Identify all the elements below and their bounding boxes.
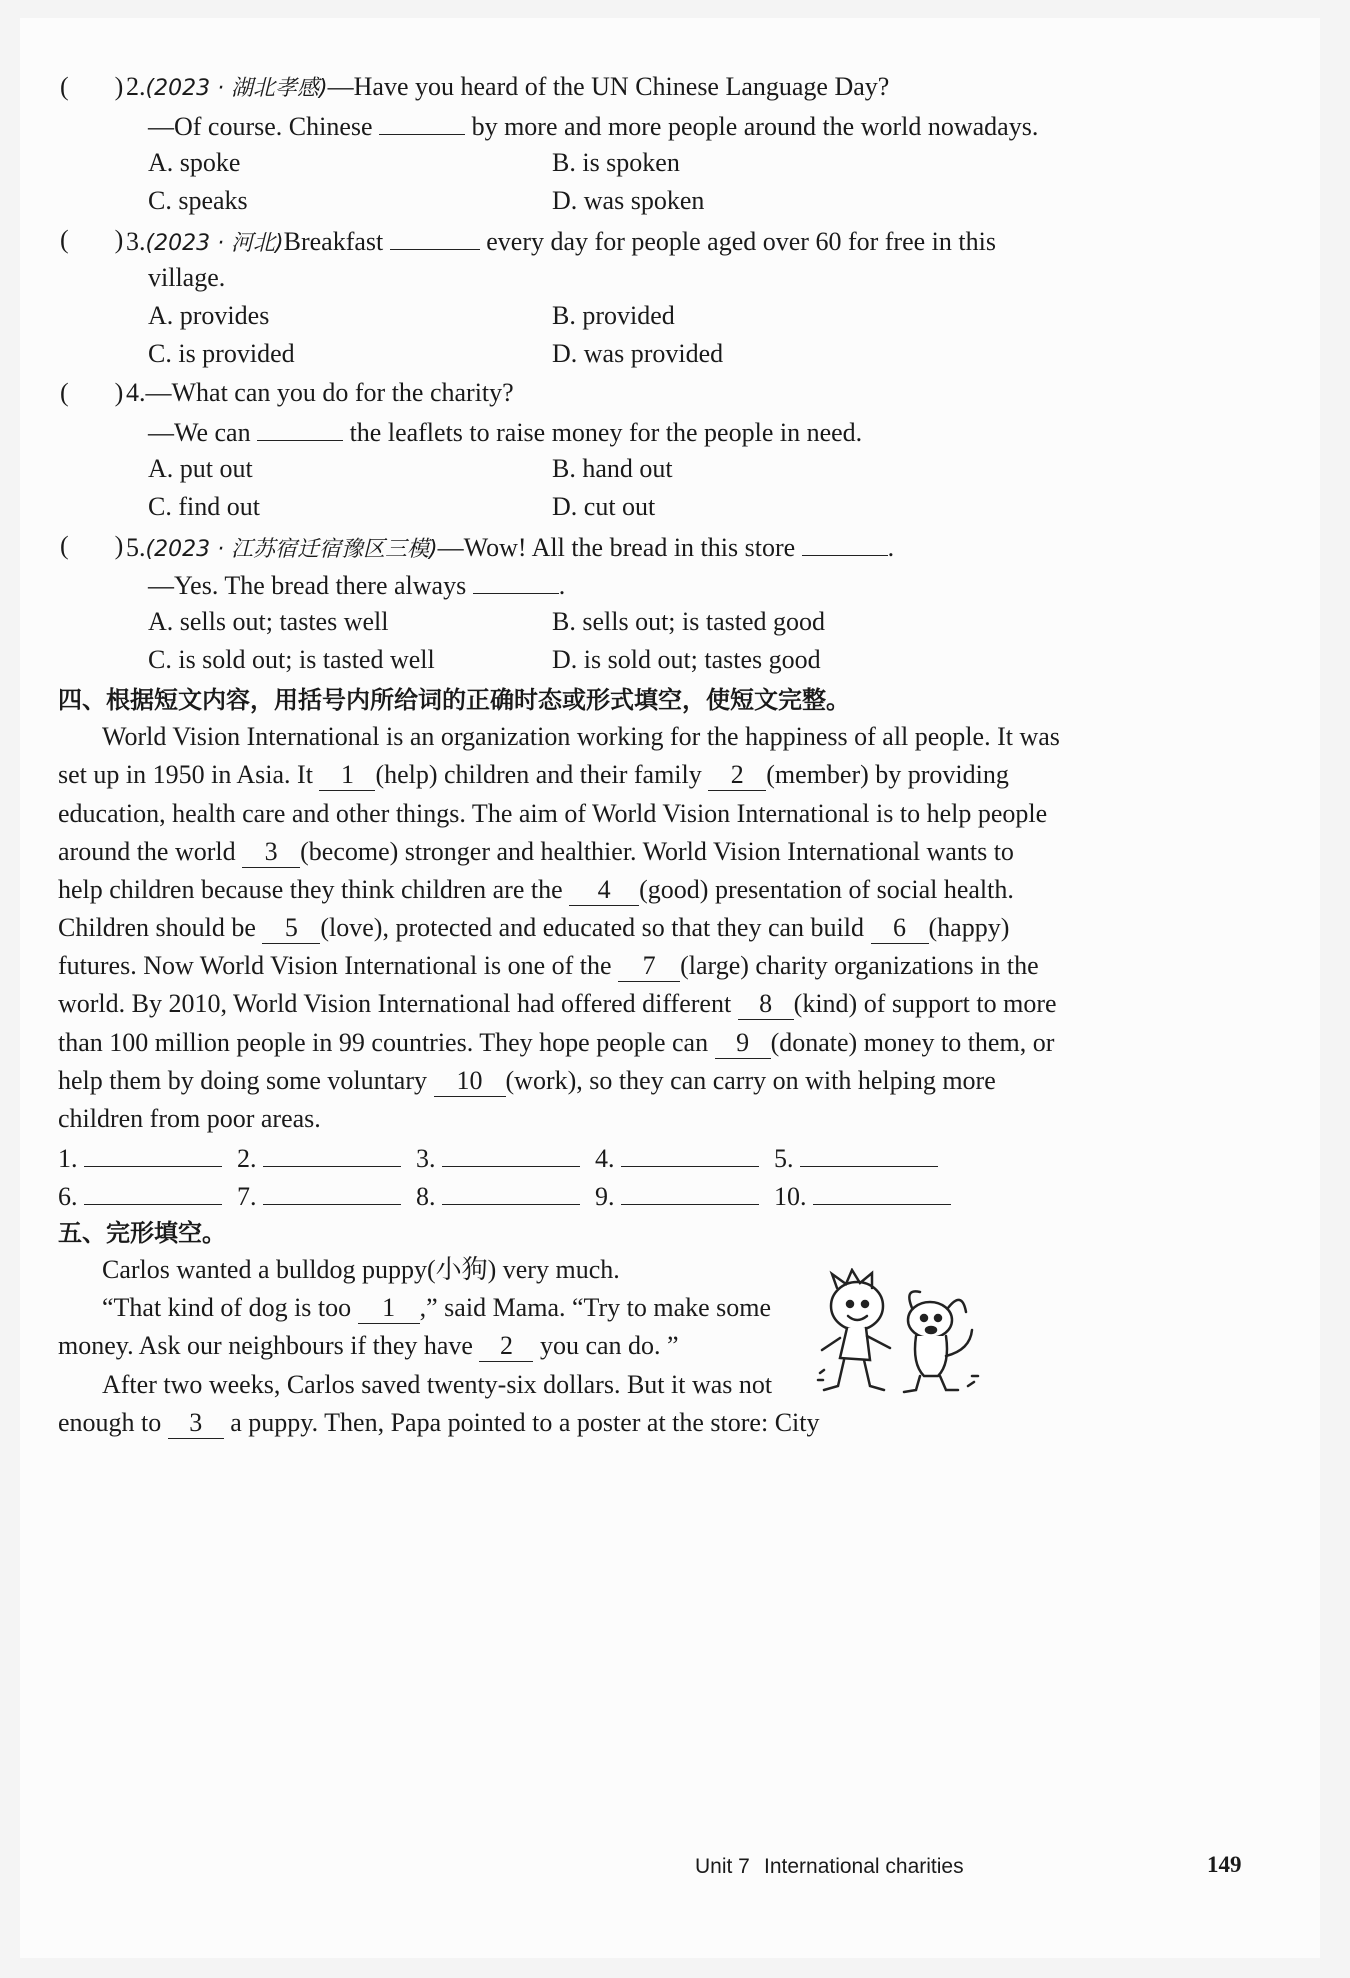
question-line: village. (148, 263, 226, 292)
question-line: —We can the leaflets to raise money for the people in need. (148, 414, 862, 450)
fill-blank[interactable] (802, 529, 888, 556)
passage-line: Carlos wanted a bulldog puppy(小狗) very much. (102, 1255, 620, 1284)
fill-blank[interactable] (379, 108, 465, 135)
passage-line: After two weeks, Carlos saved twenty-six dollars. But it was not (102, 1370, 773, 1399)
page-number: 149 (1207, 1852, 1242, 1877)
option-b[interactable]: B. sells out; is tasted good (552, 607, 825, 636)
option-a[interactable]: A. put out (148, 454, 253, 483)
passage-line: help them by doing some voluntary 10 (work), so they can carry on with helping more (58, 1066, 996, 1095)
fill-blank[interactable] (390, 223, 480, 250)
answer-slot-10[interactable]: 10. (774, 1178, 951, 1214)
fill-blank-7[interactable]: 7 (618, 951, 680, 982)
answer-bracket[interactable]: ( ) (60, 225, 124, 254)
fill-blank-1[interactable]: 1 (319, 760, 375, 791)
option-b[interactable]: B. hand out (552, 454, 673, 483)
passage-line: set up in 1950 in Asia. It 1 (help) children and their family 2 (member) by providing (58, 760, 1009, 789)
answer-slot-3[interactable]: 3. (416, 1140, 580, 1176)
fill-blank-8[interactable]: 8 (738, 989, 794, 1020)
passage-line: education, health care and other things. The aim of World Vision International is to help people (58, 799, 1048, 828)
option-d[interactable]: D. was spoken (552, 186, 705, 215)
fill-blank[interactable] (257, 414, 343, 441)
cloze-blank-3[interactable]: 3 (168, 1408, 224, 1439)
option-c[interactable]: C. find out (148, 492, 260, 521)
option-d[interactable]: D. cut out (552, 492, 656, 521)
passage-line: futures. Now World Vision International is one of the 7 (large) charity organizations in the (58, 951, 1039, 980)
passage-line: world. By 2010, World Vision International had offered different 8 (kind) of support to more (58, 989, 1057, 1018)
answer-bracket[interactable]: ( ) (60, 378, 124, 407)
passage-line: than 100 million people in 99 countries. They hope people can 9 (donate) money to them, or (58, 1028, 1055, 1057)
answer-slot-2[interactable]: 2. (237, 1140, 401, 1176)
fill-blank-3[interactable]: 3 (242, 837, 300, 868)
question-stem: 4.—What can you do for the charity? (126, 378, 514, 407)
footer-title: International charities (764, 1855, 964, 1878)
fill-blank-9[interactable]: 9 (715, 1028, 771, 1059)
option-c[interactable]: C. is provided (148, 339, 295, 368)
answer-slot-4[interactable]: 4. (595, 1140, 759, 1176)
option-b[interactable]: B. is spoken (552, 148, 680, 177)
fill-blank-6[interactable]: 6 (871, 913, 929, 944)
option-b[interactable]: B. provided (552, 301, 675, 330)
answer-slot-9[interactable]: 9. (595, 1178, 759, 1214)
fill-blank-2[interactable]: 2 (708, 760, 766, 791)
boy-and-puppy-illustration (812, 1268, 982, 1403)
option-a[interactable]: A. spoke (148, 148, 241, 177)
passage-line: help children because they think children are the 4 (good) presentation of social health. (58, 875, 1014, 904)
option-a[interactable]: A. provides (148, 301, 270, 330)
passage-line: enough to 3 a puppy. Then, Papa pointed to a poster at the store: City (58, 1408, 820, 1437)
answer-bracket[interactable]: ( ) (60, 72, 124, 101)
question-line: —Of course. Chinese by more and more people around the world nowadays. (148, 108, 1038, 144)
answer-slot-6[interactable]: 6. (58, 1178, 222, 1214)
passage-line: Children should be 5 (love), protected and educated so that they can build 6 (happy) (58, 913, 1010, 942)
question-line: —Yes. The bread there always . (148, 567, 565, 603)
option-d[interactable]: D. was provided (552, 339, 724, 368)
question-stem: 5.(2023 · 江苏宿迁宿豫区三模)—Wow! All the bread in this store . (126, 529, 894, 567)
fill-blank-5[interactable]: 5 (262, 913, 320, 944)
fill-blank[interactable] (473, 567, 559, 594)
option-d[interactable]: D. is sold out; tastes good (552, 645, 821, 674)
option-c[interactable]: C. speaks (148, 186, 248, 215)
answer-slot-5[interactable]: 5. (774, 1140, 938, 1176)
answer-bracket[interactable]: ( ) (60, 531, 124, 560)
section-heading: 四、根据短文内容，用括号内所给词的正确时态或形式填空，使短文完整。 (58, 686, 850, 714)
footer-unit: Unit 7 (695, 1855, 750, 1878)
cloze-blank-1[interactable]: 1 (358, 1293, 420, 1324)
answer-slot-1[interactable]: 1. (58, 1140, 222, 1176)
fill-blank-4[interactable]: 4 (569, 875, 639, 906)
passage-line: children from poor areas. (58, 1104, 321, 1133)
option-c[interactable]: C. is sold out; is tasted well (148, 645, 435, 674)
option-a[interactable]: A. sells out; tastes well (148, 607, 389, 636)
passage-line: World Vision International is an organization working for the happiness of all people. It was (102, 722, 1060, 751)
cloze-blank-2[interactable]: 2 (479, 1331, 533, 1362)
question-stem: 3.(2023 · 河北)Breakfast every day for people aged over 60 for free in this (126, 223, 996, 261)
passage-line: “That kind of dog is too 1 ,” said Mama. “Try to make some (102, 1293, 772, 1322)
passage-line: around the world 3 (become) stronger and healthier. World Vision International wants to (58, 837, 1014, 866)
answer-slot-7[interactable]: 7. (237, 1178, 401, 1214)
passage-line: money. Ask our neighbours if they have 2 you can do. ” (58, 1331, 679, 1360)
question-stem: 2.(2023 · 湖北孝感)—Have you heard of the UN Chinese Language Day? (126, 72, 890, 101)
section-heading: 五、完形填空。 (58, 1219, 226, 1247)
answer-slot-8[interactable]: 8. (416, 1178, 580, 1214)
fill-blank-10[interactable]: 10 (434, 1066, 506, 1097)
